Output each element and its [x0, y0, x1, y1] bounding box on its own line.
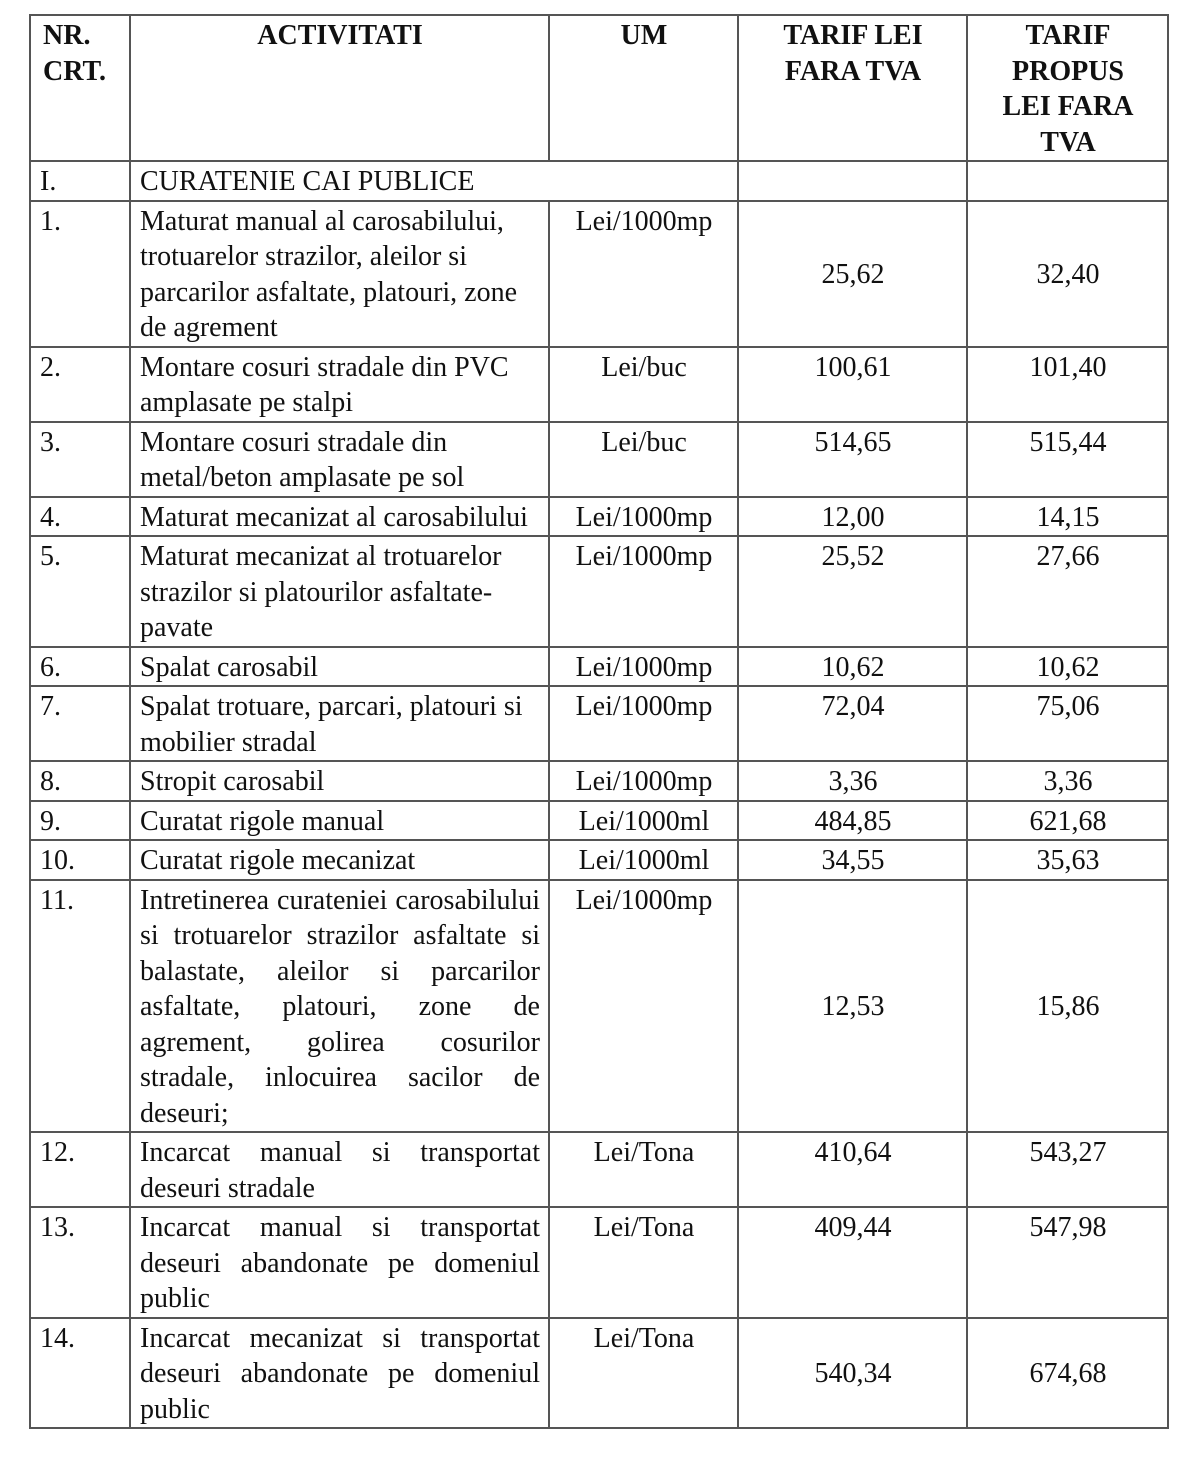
row-tarif-propus: 543,27 — [967, 1132, 1168, 1207]
row-unit: Lei/buc — [549, 422, 738, 497]
header-propus-line-4: TVA — [1040, 126, 1096, 158]
row-tarif-propus: 14,15 — [967, 497, 1168, 537]
row-number: 2. — [30, 347, 130, 422]
row-number: 13. — [30, 1207, 130, 1318]
header-nr-line-1: NR. — [43, 20, 91, 51]
row-number: 3. — [30, 422, 130, 497]
row-activity: Incarcat mecanizat si transportat deseuri abandonate pe domeniul public — [130, 1318, 549, 1429]
row-activity: Stropit carosabil — [130, 761, 549, 801]
row-activity: Curatat rigole mecanizat — [130, 840, 549, 880]
section-row — [30, 161, 1168, 201]
row-unit: Lei/1000mp — [549, 201, 738, 347]
row-activity: Spalat trotuare, parcari, platouri si mobilier stradal — [130, 686, 549, 761]
table-row — [30, 880, 1168, 1133]
table-row — [30, 201, 1168, 347]
header-propus-line-1: TARIF — [1025, 20, 1111, 51]
header-propus-line-3: LEI FARA — [1002, 91, 1134, 122]
header-row — [30, 15, 1168, 161]
row-tarif: 540,34 — [738, 1318, 967, 1429]
header-tarif-line-1: TARIF LEI — [783, 20, 923, 51]
table-row — [30, 686, 1168, 761]
row-number: 12. — [30, 1132, 130, 1207]
row-tarif: 484,85 — [738, 801, 967, 841]
row-activity: Incarcat manual si transportat deseuri abandonate pe domeniul public — [130, 1207, 549, 1318]
row-tarif-propus: 515,44 — [967, 422, 1168, 497]
row-tarif: 3,36 — [738, 761, 967, 801]
row-tarif-propus: 10,62 — [967, 647, 1168, 687]
row-tarif-propus: 621,68 — [967, 801, 1168, 841]
table-row — [30, 801, 1168, 841]
header-activitati: ACTIVITATI — [130, 15, 549, 161]
section-empty-propus — [967, 161, 1168, 201]
row-tarif: 25,62 — [738, 201, 967, 347]
section-number: I. — [30, 161, 130, 201]
row-tarif: 72,04 — [738, 686, 967, 761]
row-number: 1. — [30, 201, 130, 347]
tariff-table — [29, 14, 1169, 1429]
row-activity: Spalat carosabil — [130, 647, 549, 687]
row-tarif: 100,61 — [738, 347, 967, 422]
row-unit: Lei/1000mp — [549, 761, 738, 801]
row-activity: Maturat mecanizat al trotuarelor strazilor si platourilor asfaltate-pavate — [130, 536, 549, 647]
row-unit: Lei/1000mp — [549, 880, 738, 1133]
row-number: 9. — [30, 801, 130, 841]
row-tarif-propus: 101,40 — [967, 347, 1168, 422]
row-number: 8. — [30, 761, 130, 801]
table-row — [30, 647, 1168, 687]
row-unit: Lei/1000ml — [549, 801, 738, 841]
row-activity: Maturat manual al carosabilului, trotuarelor strazilor, aleilor si parcarilor asfaltate, platouri, zone de agrement — [130, 201, 549, 347]
table-row — [30, 840, 1168, 880]
table-row — [30, 347, 1168, 422]
row-unit: Lei/1000ml — [549, 840, 738, 880]
row-tarif: 10,62 — [738, 647, 967, 687]
row-activity: Intretinerea curateniei carosabilului si trotuarelor strazilor asfaltate si balastate, aleilor si parcarilor asfaltate, platouri, zone de agrement, golirea cosurilor stradale, inlocuirea sacilor de deseuri; — [130, 880, 549, 1133]
table-row — [30, 536, 1168, 647]
table-row — [30, 1132, 1168, 1207]
row-unit: Lei/1000mp — [549, 686, 738, 761]
row-tarif-propus: 674,68 — [967, 1318, 1168, 1429]
row-tarif: 410,64 — [738, 1132, 967, 1207]
row-tarif: 409,44 — [738, 1207, 967, 1318]
header-tarif-propus — [967, 15, 1168, 161]
table-row — [30, 1318, 1168, 1429]
row-unit: Lei/1000mp — [549, 497, 738, 537]
row-tarif-propus: 27,66 — [967, 536, 1168, 647]
header-um: UM — [549, 15, 738, 161]
header-nr-crt — [30, 15, 130, 161]
table-row — [30, 497, 1168, 537]
row-tarif-propus: 32,40 — [967, 201, 1168, 347]
row-number: 10. — [30, 840, 130, 880]
row-tarif: 514,65 — [738, 422, 967, 497]
table-row — [30, 761, 1168, 801]
section-empty-tarif — [738, 161, 967, 201]
row-tarif-propus: 3,36 — [967, 761, 1168, 801]
row-activity: Incarcat manual si transportat deseuri stradale — [130, 1132, 549, 1207]
header-tarif-line-2: FARA TVA — [784, 55, 922, 87]
row-unit: Lei/1000mp — [549, 536, 738, 647]
row-number: 6. — [30, 647, 130, 687]
header-propus-line-2: PROPUS — [1012, 55, 1124, 87]
row-number: 14. — [30, 1318, 130, 1429]
row-tarif: 12,53 — [738, 880, 967, 1133]
row-number: 5. — [30, 536, 130, 647]
row-tarif: 25,52 — [738, 536, 967, 647]
row-unit: Lei/Tona — [549, 1207, 738, 1318]
table-row — [30, 422, 1168, 497]
row-number: 4. — [30, 497, 130, 537]
row-unit: Lei/buc — [549, 347, 738, 422]
row-number: 7. — [30, 686, 130, 761]
row-tarif-propus: 35,63 — [967, 840, 1168, 880]
row-activity: Montare cosuri stradale din PVC amplasate pe stalpi — [130, 347, 549, 422]
section-title: CURATENIE CAI PUBLICE — [130, 161, 738, 201]
row-number: 11. — [30, 880, 130, 1133]
row-activity: Maturat mecanizat al carosabilului — [130, 497, 549, 537]
table-row — [30, 1207, 1168, 1318]
row-activity: Curatat rigole manual — [130, 801, 549, 841]
header-tarif — [738, 15, 967, 161]
row-tarif-propus: 15,86 — [967, 880, 1168, 1133]
row-tarif-propus: 547,98 — [967, 1207, 1168, 1318]
row-tarif-propus: 75,06 — [967, 686, 1168, 761]
row-unit: Lei/1000mp — [549, 647, 738, 687]
row-unit: Lei/Tona — [549, 1132, 738, 1207]
row-unit: Lei/Tona — [549, 1318, 738, 1429]
header-nr-line-2: CRT. — [43, 55, 107, 87]
row-activity: Montare cosuri stradale din metal/beton amplasate pe sol — [130, 422, 549, 497]
row-tarif: 12,00 — [738, 497, 967, 537]
row-tarif: 34,55 — [738, 840, 967, 880]
